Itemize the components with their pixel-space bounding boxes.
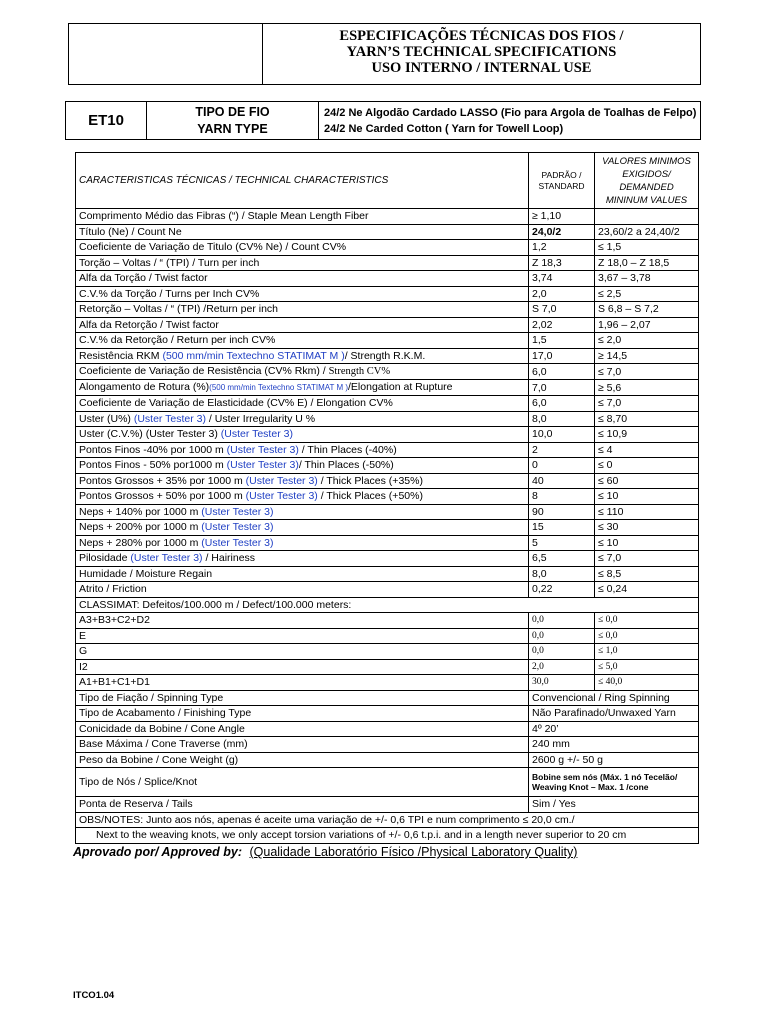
- characteristic-text-en: / Thick Places (+35%): [317, 474, 423, 487]
- min-value-cell: [595, 209, 699, 225]
- table-row: [76, 240, 699, 256]
- test-method-note: (Uster Tester 3): [133, 412, 207, 425]
- min-value-cell: ≤ 7,0: [595, 396, 699, 412]
- min-value-cell: ≤ 110: [595, 504, 699, 520]
- characteristic-cell: Tipo de Acabamento / Finishing Type: [76, 706, 529, 722]
- min-value-cell: ≤ 1,0: [595, 644, 699, 660]
- document-code: ITCO1.04: [73, 990, 115, 1001]
- specification-value-cell: 4º 20’: [529, 721, 699, 737]
- table-row: [76, 333, 699, 349]
- table-row: [76, 255, 699, 271]
- table-row: [76, 317, 699, 333]
- characteristic-cell: [76, 411, 529, 427]
- standard-value-cell: 10,0: [529, 427, 595, 443]
- standard-value-cell: 17,0: [529, 348, 595, 364]
- header-standard: PADRÃO / STANDARD: [529, 153, 595, 209]
- table-row: [76, 396, 699, 412]
- characteristic-text-en: / Uster Irregularity U %: [206, 412, 316, 425]
- specification-value-cell: 2600 g +/- 50 g: [529, 752, 699, 768]
- technical-spec-table: [75, 152, 699, 844]
- table-row: [76, 224, 699, 240]
- standard-value-cell: 15: [529, 520, 595, 536]
- characteristic-text-en: / Thick Places (+50%): [317, 490, 423, 503]
- table-row: [76, 675, 699, 691]
- min-value-cell: 3,67 – 3,78: [595, 271, 699, 287]
- characteristic-cell: Ponta de Reserva / Tails: [76, 797, 529, 813]
- standard-value-cell: 2: [529, 442, 595, 458]
- characteristic-cell: [76, 427, 529, 443]
- test-method-note: (Uster Tester 3): [130, 552, 203, 565]
- characteristic-text-en: Strength CV%: [328, 366, 391, 377]
- characteristic-cell: Tipo de Fiação / Spinning Type: [76, 690, 529, 706]
- characteristic-text: Neps + 280% por 1000 m: [79, 536, 202, 549]
- standard-value-cell: 0: [529, 458, 595, 474]
- characteristic-cell: [76, 504, 529, 520]
- characteristic-text: Neps + 200% por 1000 m: [79, 521, 202, 534]
- characteristic-cell: [76, 364, 529, 380]
- characteristic-cell: A3+B3+C2+D2: [76, 613, 529, 629]
- yarn-type-label-en: YARN TYPE: [197, 122, 268, 136]
- test-method-note: (Uster Tester 3): [245, 474, 318, 487]
- characteristic-cell: Título (Ne) / Count Ne: [76, 224, 529, 240]
- standard-value-cell: 90: [529, 504, 595, 520]
- characteristic-cell: CLASSIMAT: Defeitos/100.000 m / Defect/100.000 meters:: [76, 597, 699, 613]
- characteristic-cell: [76, 489, 529, 505]
- table-row: [76, 644, 699, 660]
- table-row: [76, 706, 699, 722]
- standard-value-cell: 6,0: [529, 364, 595, 380]
- standard-value-cell: 30,0: [529, 675, 595, 691]
- standard-value-cell: 8,0: [529, 411, 595, 427]
- specification-value-cell: 240 mm: [529, 737, 699, 753]
- characteristic-cell: Base Máxima / Cone Traverse (mm): [76, 737, 529, 753]
- min-value-cell: ≤ 2,5: [595, 286, 699, 302]
- characteristic-text: Uster (U%): [79, 412, 134, 425]
- characteristic-cell: [76, 520, 529, 536]
- characteristic-cell: C.V.% da Torção / Turns per Inch CV%: [76, 286, 529, 302]
- min-value-cell: ≤ 2,0: [595, 333, 699, 349]
- characteristic-cell: Tipo de Nós / Splice/Knot: [76, 768, 529, 797]
- min-value-cell: 1,96 – 2,07: [595, 317, 699, 333]
- characteristic-text: Alongamento de Rotura (%): [79, 381, 210, 393]
- logo-cell: [69, 24, 263, 84]
- characteristic-text: Pilosidade: [79, 552, 131, 565]
- characteristic-cell: Torção – Voltas / “ (TPI) / Turn per inch: [76, 255, 529, 271]
- min-value-cell: ≥ 14,5: [595, 348, 699, 364]
- yarn-description-pt: 24/2 Ne Algodão Cardado LASSO (Fio para Argola de Toalhas de Felpo): [324, 107, 697, 119]
- min-value-cell: ≤ 40,0: [595, 675, 699, 691]
- yarn-type-label-pt: TIPO DE FIO: [195, 105, 270, 119]
- yarn-description: [324, 105, 696, 137]
- approval-line: [73, 845, 577, 859]
- characteristic-text: Pontos Grossos + 50% por 1000 m: [79, 490, 246, 503]
- table-row: [76, 302, 699, 318]
- standard-value-cell: 2,0: [529, 659, 595, 675]
- characteristic-cell: [76, 551, 529, 567]
- standard-value-cell: S 7,0: [529, 302, 595, 318]
- min-value-cell: ≤ 60: [595, 473, 699, 489]
- standard-value-cell: 0,0: [529, 644, 595, 660]
- characteristic-text: Coeficiente de Variação de Resistência (CV% Rkm) /: [79, 365, 329, 377]
- characteristic-cell: Alfa da Retorção / Twist factor: [76, 317, 529, 333]
- characteristic-cell: [76, 380, 529, 396]
- table-row: [76, 582, 699, 598]
- standard-value-cell: 7,0: [529, 380, 595, 396]
- approved-by-value: (Qualidade Laboratório Físico /Physical Laboratory Quality): [249, 845, 578, 859]
- specification-value-cell: Sim / Yes: [529, 797, 699, 813]
- characteristic-cell: Retorção – Voltas / “ (TPI) /Return per inch: [76, 302, 529, 318]
- characteristic-text-en: /Elongation at Rupture: [348, 381, 453, 393]
- standard-value-cell: 2,02: [529, 317, 595, 333]
- yarn-code: ET10: [66, 102, 147, 139]
- table-row: [76, 380, 699, 396]
- table-row: [76, 209, 699, 225]
- test-method-note: (Uster Tester 3): [226, 443, 299, 456]
- table-row: [76, 797, 699, 813]
- table-row: [76, 411, 699, 427]
- min-value-cell: ≤ 0: [595, 458, 699, 474]
- table-row: [76, 551, 699, 567]
- table-row: [76, 458, 699, 474]
- min-value-cell: ≤ 5,0: [595, 659, 699, 675]
- characteristic-text: Uster (C.V.%) (Uster Tester 3): [79, 428, 221, 441]
- yarn-type-box: [65, 101, 701, 140]
- title-line-en: YARN’S TECHNICAL SPECIFICATIONS: [346, 44, 617, 60]
- table-row: [76, 812, 699, 828]
- table-row: [76, 828, 699, 844]
- characteristic-cell: Peso da Bobine / Cone Weight (g): [76, 752, 529, 768]
- table-row: [76, 520, 699, 536]
- test-method-note: (500 mm/min Textechno STATIMAT M ): [162, 349, 345, 362]
- table-row: [76, 271, 699, 287]
- document-title: [263, 28, 700, 76]
- table-row: [76, 768, 699, 797]
- standard-value-cell: 24,0/2: [529, 224, 595, 240]
- min-value-cell: ≤ 8,5: [595, 566, 699, 582]
- standard-value-cell: 0,0: [529, 613, 595, 629]
- standard-value-cell: 8,0: [529, 566, 595, 582]
- min-value-cell: ≥ 5,6: [595, 380, 699, 396]
- characteristic-text: Pontos Finos -40% por 1000 m: [79, 443, 227, 456]
- characteristic-cell: Atrito / Friction: [76, 582, 529, 598]
- min-value-cell: ≤ 0,0: [595, 613, 699, 629]
- standard-value-cell: 0,0: [529, 628, 595, 644]
- specification-value-cell: Não Parafinado/Unwaxed Yarn: [529, 706, 699, 722]
- characteristic-cell: Conicidade da Bobine / Cone Angle: [76, 721, 529, 737]
- test-method-note: (Uster Tester 3): [220, 428, 293, 441]
- table-row: [76, 535, 699, 551]
- min-value-cell: ≤ 0,0: [595, 628, 699, 644]
- table-row: [76, 348, 699, 364]
- min-value-cell: ≤ 30: [595, 520, 699, 536]
- characteristic-cell: A1+B1+C1+D1: [76, 675, 529, 691]
- characteristic-text-en: / Hairiness: [202, 552, 256, 565]
- characteristic-text: Pontos Finos - 50% por1000 m: [79, 459, 227, 472]
- characteristic-cell: Humidade / Moisture Regain: [76, 566, 529, 582]
- approved-by-label: Aprovado por/ Approved by:: [73, 845, 242, 859]
- standard-value-cell: 8: [529, 489, 595, 505]
- characteristic-cell: Next to the weaving knots, we only accept torsion variations of +/- 0,6 t.p.i. and in a length never superior to 20 cm: [76, 828, 699, 844]
- table-row: [76, 504, 699, 520]
- characteristic-cell: G: [76, 644, 529, 660]
- standard-value-cell: ≥ 1,10: [529, 209, 595, 225]
- characteristic-cell: Coeficiente de Variação de Elasticidade (CV% E) / Elongation CV%: [76, 396, 529, 412]
- characteristic-text: Resistência RKM: [79, 349, 163, 362]
- characteristic-cell: C.V.% da Retorção / Return per inch CV%: [76, 333, 529, 349]
- table-row: [76, 427, 699, 443]
- title-line-internal: USO INTERNO / INTERNAL USE: [371, 60, 592, 76]
- yarn-type-label: [147, 102, 319, 139]
- table-row: [76, 597, 699, 613]
- min-value-cell: ≤ 10: [595, 489, 699, 505]
- test-method-note: (Uster Tester 3): [201, 536, 274, 549]
- table-row: [76, 690, 699, 706]
- characteristic-cell: [76, 348, 529, 364]
- table-row: [76, 721, 699, 737]
- standard-value-cell: 3,74: [529, 271, 595, 287]
- min-value-cell: S 6,8 – S 7,2: [595, 302, 699, 318]
- min-value-cell: ≤ 7,0: [595, 551, 699, 567]
- standard-value-cell: 6,0: [529, 396, 595, 412]
- table-row: [76, 566, 699, 582]
- document-header: [68, 23, 701, 85]
- standard-value-cell: 0,22: [529, 582, 595, 598]
- header-min-values: VALORES MINIMOS EXIGIDOS/ DEMANDED MININUM VALUES: [595, 153, 699, 209]
- test-method-note: (500 mm/min Textechno STATIMAT M ): [209, 383, 349, 392]
- characteristic-text-en: / Thin Places (-50%): [298, 459, 394, 472]
- min-value-cell: ≤ 0,24: [595, 582, 699, 598]
- characteristic-text-en: / Thin Places (-40%): [298, 443, 397, 456]
- standard-value-cell: 1,2: [529, 240, 595, 256]
- specification-value-cell: Bobine sem nós (Máx. 1 nó Tecelão/ Weaving Knot – Max. 1 /cone: [529, 768, 699, 797]
- characteristic-text: Pontos Grossos + 35% por 1000 m: [79, 474, 246, 487]
- standard-value-cell: 5: [529, 535, 595, 551]
- table-row: [76, 473, 699, 489]
- min-value-cell: Z 18,0 – Z 18,5: [595, 255, 699, 271]
- characteristic-cell: Coeficiente de Variação de Titulo (CV% Ne) / Count CV%: [76, 240, 529, 256]
- table-row: [76, 489, 699, 505]
- table-row: [76, 628, 699, 644]
- min-value-cell: ≤ 8,70: [595, 411, 699, 427]
- characteristic-cell: I2: [76, 659, 529, 675]
- table-row: [76, 613, 699, 629]
- min-value-cell: ≤ 10: [595, 535, 699, 551]
- standard-value-cell: 1,5: [529, 333, 595, 349]
- standard-value-cell: 2,0: [529, 286, 595, 302]
- standard-value-cell: 6,5: [529, 551, 595, 567]
- characteristic-cell: [76, 442, 529, 458]
- characteristic-text: Neps + 140% por 1000 m: [79, 505, 202, 518]
- test-method-note: (Uster Tester 3): [201, 505, 274, 518]
- specification-value-cell: Convencional / Ring Spinning: [529, 690, 699, 706]
- min-value-cell: ≤ 4: [595, 442, 699, 458]
- min-value-cell: ≤ 7,0: [595, 364, 699, 380]
- characteristic-cell: Comprimento Médio das Fibras (“) / Staple Mean Length Fiber: [76, 209, 529, 225]
- min-value-cell: ≤ 10,9: [595, 427, 699, 443]
- characteristic-text-en: / Strength R.K.M.: [344, 349, 426, 362]
- min-value-cell: ≤ 1,5: [595, 240, 699, 256]
- table-row: [76, 286, 699, 302]
- characteristic-cell: E: [76, 628, 529, 644]
- standard-value-cell: Z 18,3: [529, 255, 595, 271]
- characteristic-cell: OBS/NOTES: Junto aos nós, apenas é aceite uma variação de +/- 0,6 TPI e num comprimento ≤ 20,0 cm./: [76, 812, 699, 828]
- test-method-note: (Uster Tester 3): [245, 490, 318, 503]
- table-row: [76, 659, 699, 675]
- table-header-row: [76, 153, 699, 209]
- yarn-description-en: 24/2 Ne Carded Cotton ( Yarn for Towell Loop): [324, 123, 564, 135]
- test-method-note: (Uster Tester 3): [201, 521, 274, 534]
- table-row: [76, 442, 699, 458]
- standard-value-cell: 40: [529, 473, 595, 489]
- header-characteristics: CARACTERISTICAS TÉCNICAS / TECHNICAL CHARACTERISTICS: [76, 153, 529, 209]
- test-method-note: (Uster Tester 3): [226, 459, 299, 472]
- min-value-cell: 23,60/2 a 24,40/2: [595, 224, 699, 240]
- table-row: [76, 364, 699, 380]
- characteristic-cell: [76, 535, 529, 551]
- table-row: [76, 752, 699, 768]
- characteristic-cell: [76, 473, 529, 489]
- title-line-pt: ESPECIFICAÇÕES TÉCNICAS DOS FIOS /: [339, 28, 624, 44]
- characteristic-cell: [76, 458, 529, 474]
- characteristic-cell: Alfa da Torção / Twist factor: [76, 271, 529, 287]
- table-row: [76, 737, 699, 753]
